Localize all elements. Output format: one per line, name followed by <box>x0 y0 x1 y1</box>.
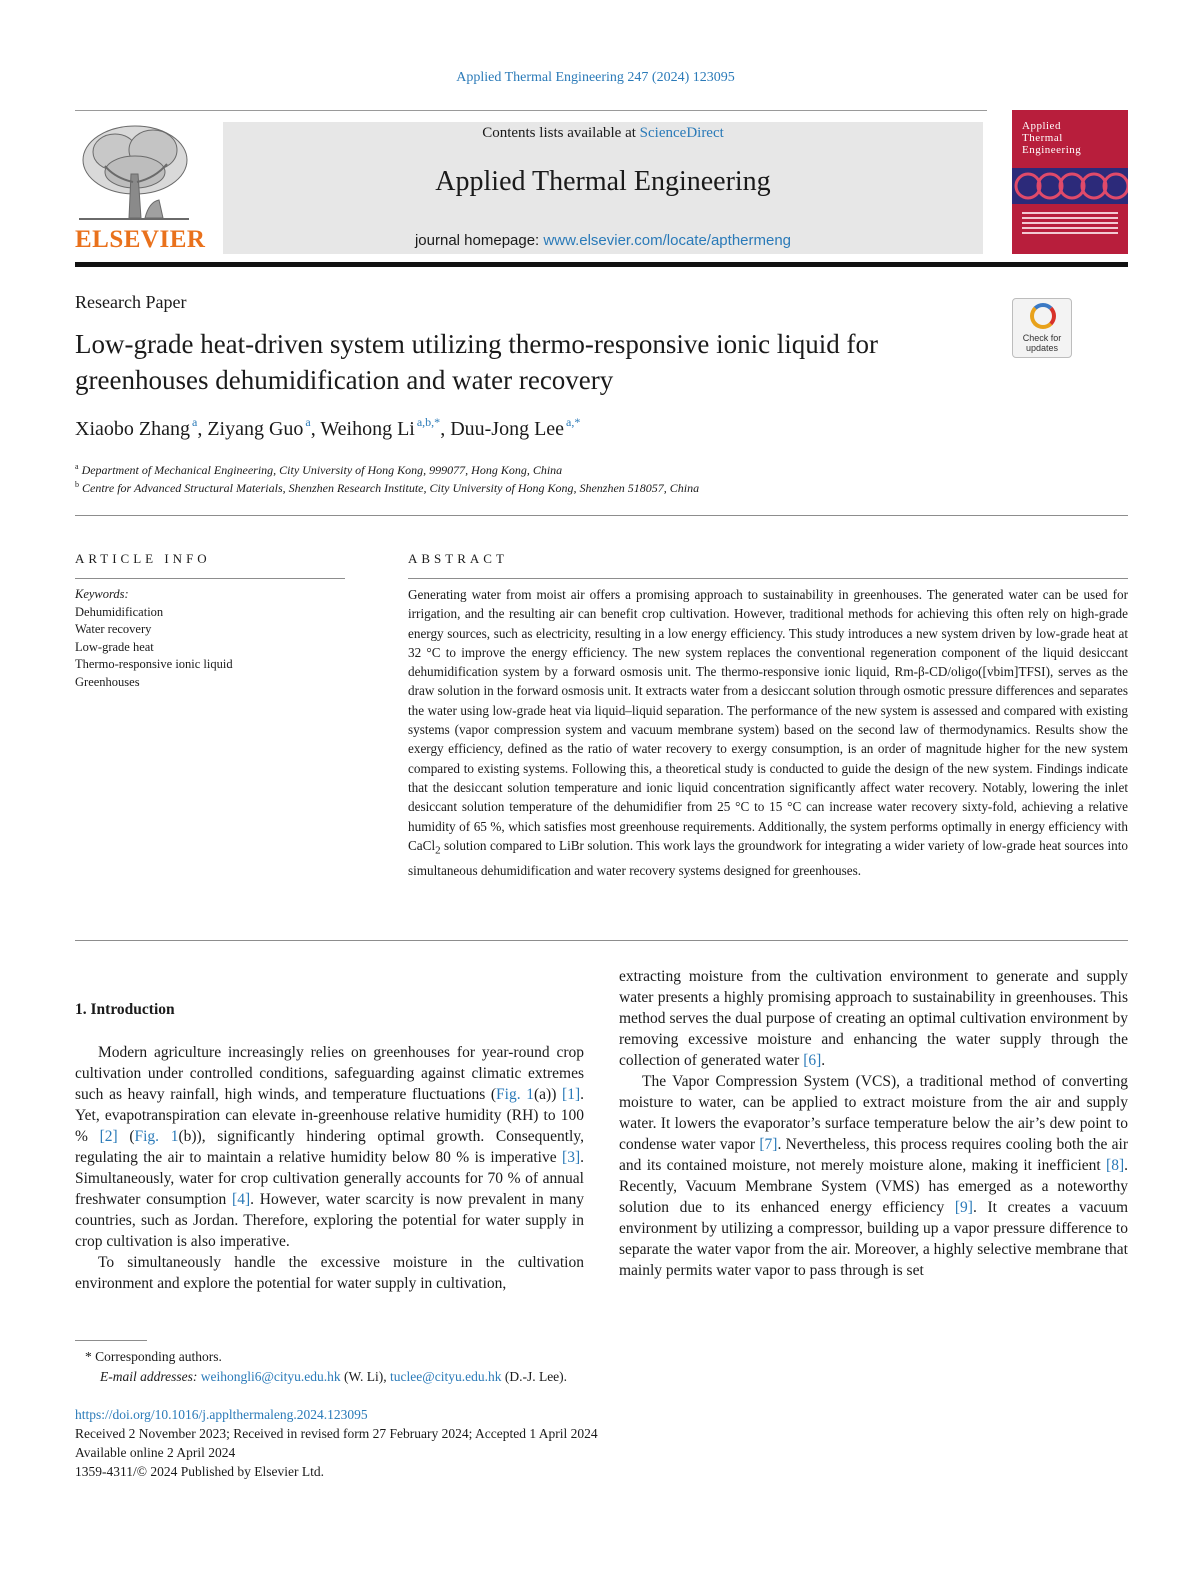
homepage-link[interactable]: www.elsevier.com/locate/apthermeng <box>543 232 792 249</box>
author-affil-mark[interactable]: a <box>191 415 198 429</box>
doi-link[interactable]: https://doi.org/10.1016/j.applthermaleng.2024.123095 <box>75 1407 368 1422</box>
contents-prefix: Contents lists available at <box>482 125 640 141</box>
check-updates-label: Check for updates <box>1022 333 1062 353</box>
check-updates-icon <box>1030 303 1056 329</box>
paragraph-continued <box>619 966 1128 1071</box>
received-dates: Received 2 November 2023; Received in revised form 27 February 2024; Accepted 1 April 2024 <box>75 1426 598 1441</box>
author-name[interactable]: Duu-Jong Lee <box>450 418 565 440</box>
keywords-label: Keywords: <box>75 587 129 601</box>
paper-type: Research Paper <box>75 292 187 312</box>
journal-banner <box>223 122 983 254</box>
header-divider <box>75 110 987 111</box>
paragraph-text: . Simultaneously, water for crop cultivation generally accounts for 70 % of annual freshwater consumption <box>75 1149 584 1208</box>
abstract-part: solution compared to LiBr solution. This work lays the groundwork for integrating a wider variety of low-grade heat sources into simultaneous dehumidification and water recovery systems designed for greenhouses. <box>408 837 1128 878</box>
elsevier-logo[interactable] <box>75 122 206 254</box>
author-affil-mark[interactable]: a <box>305 415 311 429</box>
abstract-end-rule <box>75 940 1128 941</box>
homepage-line <box>223 232 983 249</box>
available-online: Available online 2 April 2024 <box>75 1445 236 1460</box>
keyword: Dehumidification <box>75 604 164 619</box>
article-info-heading: ARTICLE INFO <box>75 551 211 566</box>
reference-link[interactable]: [4] <box>232 1191 251 1208</box>
affiliation-text: Centre for Advanced Structural Materials, Shenzhen Research Institute, City University of Hong Kong, Shenzhen 518057, China <box>82 481 700 495</box>
paragraph <box>619 1071 1128 1281</box>
reference-link[interactable]: [3] <box>562 1149 581 1166</box>
affiliation-text: Department of Mechanical Engineering, City University of Hong Kong, 999077, Hong Kong, China <box>81 463 563 477</box>
keywords-block <box>75 586 233 691</box>
journal-citation[interactable]: Applied Thermal Engineering 247 (2024) 123095 <box>456 70 735 85</box>
author-name[interactable]: Weihong Li <box>320 418 415 440</box>
cover-text-lines <box>1022 212 1118 237</box>
journal-cover[interactable] <box>1012 110 1128 254</box>
reference-link[interactable]: [9] <box>954 1199 973 1216</box>
header-thick-rule <box>75 262 1128 267</box>
body-column-right <box>619 966 1128 1281</box>
paragraph-text: The Vapor Compression System (VCS), a traditional method of converting moisture to water, can be applied to extract moisture from the air and supply water. It lowers the evaporator’s surface temperature below the air’s dew point to condense water vapor <box>619 1073 1128 1153</box>
paragraph-text: . However, water scarcity is now prevalent in many countries, such as Jordan. Therefore, exploring the potential for water supply in crop cultivation is also imperative. <box>75 1191 584 1250</box>
reference-link[interactable]: [2] <box>99 1128 118 1145</box>
keyword: Thermo-responsive ionic liquid <box>75 657 233 671</box>
copyright: 1359-4311/© 2024 Published by Elsevier Ltd. <box>75 1464 324 1479</box>
reference-link[interactable]: Fig. 1 <box>134 1128 179 1145</box>
reference-link[interactable]: Fig. 1 <box>496 1086 535 1103</box>
cover-title-line: Applied <box>1022 120 1061 132</box>
email-link[interactable]: tuclee@cityu.edu.hk <box>390 1368 502 1384</box>
abstract-heading: ABSTRACT <box>408 551 508 566</box>
affiliation-divider <box>75 515 1128 516</box>
email-owner: (W. Li), <box>340 1368 391 1384</box>
reference-link[interactable]: [7] <box>759 1136 778 1153</box>
author-name[interactable]: Xiaobo Zhang <box>75 418 190 440</box>
paragraph <box>75 1252 584 1294</box>
paragraph-text: Modern agriculture increasingly relies on greenhouses for year-round crop cultivation under controlled conditions, safeguarding against climatic extremes such as heavy rainfall, high winds, and temperature fluctuations ( <box>75 1044 584 1103</box>
keyword: Greenhouses <box>75 674 140 689</box>
paragraph-text: . It creates a vacuum environment by utilizing a compressor, building up a vapor pressure difference to separate the water vapor from the air. Moreover, a highly selective membrane that mainly permits water vapor to pass through is set <box>619 1199 1128 1279</box>
abstract-part: Generating water from moist air offers a promising approach to sustainability in greenhouses. The generated water can be used for irrigation, and the resulting air can benefit crop cultivation. However, traditional methods for achieving this often rely on high-grade energy sources, such as electricity, resulting in a low energy efficiency. This study introduces a new system driven by low-grade heat at 32 °C to improve the energy efficiency. The new system replaces the conventional regeneration component of the liquid desiccant dehumidification system by a forward osmosis unit. The thermo-responsive ionic liquid, Rm-β-CD/oligo([vbim]TFSI), serves as the draw solution in the forward osmosis unit. It extracts water from a desiccant solution through osmotic pressure differences and separates the water using low-grade heat via liquid–liquid separation. The performance of the new system is assessed and compared with existing systems (vapor compression system and vacuum membrane system) based on the second law of thermodynamics. Results show the exergy efficiency, defined as the ratio of water recovery to exergy consumption, is an order of magnitude higher for the new system compared to existing systems. Following this, a theoretical study is conducted to guide the design of the new system. Findings indicate that the desiccant solution temperature and ionic liquid concentration significantly affect water recovery. Notably, lowering the inlet desiccant solution temperature of the dehumidifier from 25 °C to 15 °C can increase water recovery sixty-fold, achieving a relative humidity of 65 %, which satisfies most greenhouse requirements. Additionally, the system performs optimally in energy efficiency with CaCl <box>408 587 1128 853</box>
paragraph-text: (b)), significantly hindering optimal growth. Consequently, regulating the air to maintain a relative humidity below 80 % is imperative <box>75 1128 584 1166</box>
paragraph-text: . Recently, Vacuum Membrane System (VMS) has emerged as a noteworthy solution due to its enhanced energy efficiency <box>619 1157 1128 1216</box>
affiliation-mark: a <box>75 462 79 471</box>
paragraph-text: extracting moisture from the cultivation environment to generate and supply water presents a highly promising approach to sustainability in greenhouses. This method serves the dual purpose of creating an optimal cultivation environment by removing excessive moisture and enhancing the water supply through the collection of generated water <box>619 968 1128 1069</box>
reference-link[interactable]: [8] <box>1106 1157 1125 1174</box>
keyword: Water recovery <box>75 622 152 636</box>
email-owner: (D.-J. Lee). <box>501 1368 568 1384</box>
paragraph-text: To simultaneously handle the excessive moisture in the cultivation environment and explore the potential for water supply in cultivation, <box>75 1254 584 1292</box>
abstract-subscript: 2 <box>435 844 441 857</box>
paragraph-text: . <box>821 1052 826 1069</box>
affiliation <box>75 462 562 478</box>
cover-title-line: Thermal <box>1022 132 1063 144</box>
cover-pattern <box>1012 168 1128 204</box>
cover-rings-icon <box>1012 168 1128 204</box>
article-info-rule <box>75 578 345 579</box>
homepage-prefix: journal homepage: <box>414 232 544 249</box>
paragraph-text: ( <box>117 1128 135 1145</box>
abstract-rule <box>408 578 1128 579</box>
footnote <box>75 1347 567 1386</box>
contents-line <box>223 125 983 142</box>
affiliation-mark: b <box>75 480 79 489</box>
author-affil-mark[interactable]: a,* <box>566 415 581 429</box>
reference-link[interactable]: [6] <box>803 1052 822 1069</box>
paragraph-text: (a)) <box>534 1086 563 1103</box>
elsevier-wordmark: ELSEVIER <box>75 226 206 253</box>
check-for-updates-button[interactable] <box>1012 298 1072 358</box>
author-name[interactable]: Ziyang Guo <box>207 418 304 440</box>
author-affil-mark[interactable]: a,b,* <box>416 415 441 429</box>
paragraph-text: . Nevertheless, this process requires cooling both the air and its contained moisture, not merely moisture alone, making it inefficient <box>619 1136 1129 1174</box>
email-label: E-mail addresses: <box>100 1368 198 1384</box>
paragraph-text: . Yet, evapotranspiration can elevate in-greenhouse relative humidity (RH) to 100 % <box>75 1086 584 1145</box>
abstract-text <box>408 585 1128 880</box>
corresponding-note: * Corresponding authors. <box>85 1349 222 1364</box>
email-link[interactable]: weihongli6@cityu.edu.hk <box>200 1368 341 1384</box>
paper-title: Low-grade heat-driven system utilizing thermo-responsive ionic liquid for greenhouses dehumidification and water recovery <box>75 329 879 395</box>
author-list: Xiaobo Zhang $^a$, Ziyang Guo $^a$, Weihong Li $^{a,b,*}$, Duu-Jong Lee $^{a,*}$ <box>75 415 581 440</box>
sciencedirect-link[interactable]: ScienceDirect <box>639 125 724 141</box>
elsevier-tree-icon <box>75 122 193 226</box>
paragraph <box>75 1042 584 1252</box>
footnote-rule <box>75 1340 147 1341</box>
body-column-left <box>75 1042 584 1294</box>
keyword: Low-grade heat <box>75 639 154 654</box>
article-meta <box>75 1405 598 1481</box>
affiliation <box>75 480 699 496</box>
section-heading-introduction: 1. Introduction <box>75 1001 175 1018</box>
cover-title-line: Engineering <box>1022 144 1082 156</box>
email-line <box>75 1367 567 1387</box>
cover-title <box>1022 120 1081 156</box>
journal-title: Applied Thermal Engineering <box>435 166 771 197</box>
reference-link[interactable]: [1] <box>562 1086 581 1103</box>
